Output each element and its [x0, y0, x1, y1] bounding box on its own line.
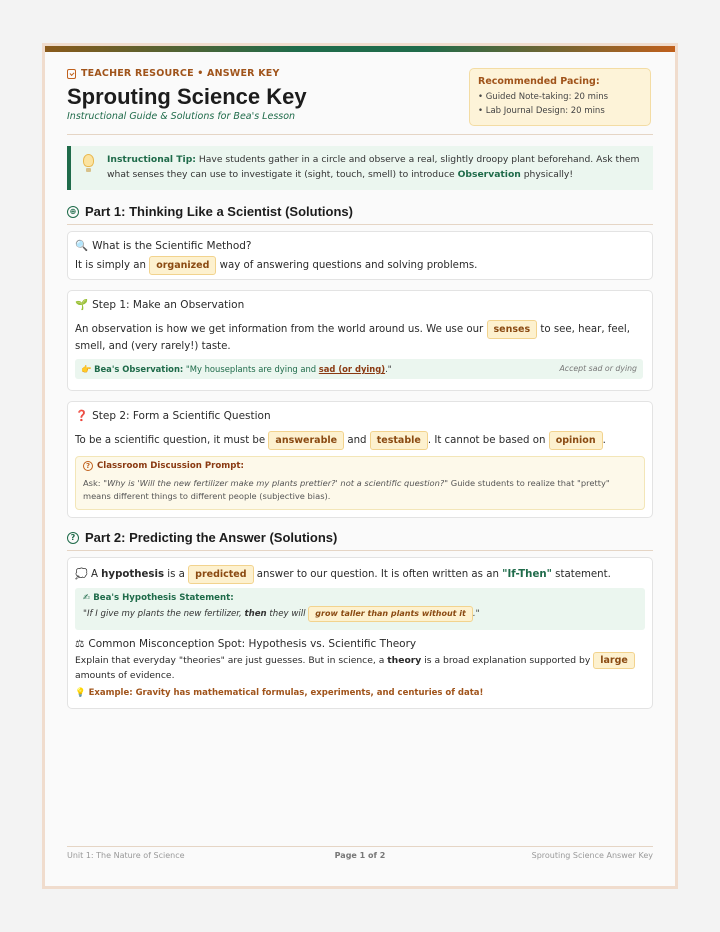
header-accent-bar — [45, 46, 675, 52]
step2-mid2: . It cannot be based on — [427, 435, 546, 446]
hyp-ifthen: "If-Then" — [502, 569, 552, 580]
hypothesis-statement — [75, 588, 645, 630]
step2-mid1: and — [347, 435, 367, 446]
instructional-tip — [67, 146, 653, 190]
example-text: Example: Gravity has mathematical formulas, experiments, and centuries of data! — [88, 688, 484, 698]
misc-mid: is a broad explanation supported by — [424, 655, 591, 666]
stmt-pre: "If I give my plants the new fertilizer, — [83, 609, 242, 619]
obs-label: Bea's Observation: — [94, 364, 184, 374]
prompt-ask: Ask: — [83, 478, 101, 488]
pacing-heading: Recommended Pacing: — [478, 76, 600, 87]
scales-icon: ⚖ — [75, 638, 85, 650]
misconception-text — [75, 652, 645, 683]
thought-bubble-icon: 💭 — [75, 569, 88, 580]
method-pre: It is simply an — [75, 260, 146, 271]
page-title: Sprouting Science Key — [67, 84, 307, 109]
question-circle-icon: ? — [67, 532, 79, 544]
tip-keyword: Observation — [457, 168, 521, 180]
step1-title — [75, 298, 244, 311]
header-divider — [67, 134, 653, 135]
answer-key-page — [42, 43, 678, 889]
answer-blank: senses — [487, 320, 538, 339]
lightbulb-icon — [83, 154, 94, 167]
misconception-title-text: Common Misconception Spot: Hypothesis vs. Scientific Theory — [88, 638, 417, 650]
tip-text: Have students gather in a circle and observe a real, slightly droopy plant beforehand. Ask them what senses they can use to investigate it (sight, touch, smell) to introduce — [107, 154, 640, 180]
prompt-title: Classroom Discussion Prompt: — [97, 461, 244, 471]
misconception-example — [75, 685, 645, 701]
resource-tag-label: TEACHER RESOURCE • ANSWER KEY — [81, 68, 280, 79]
footer-left: Unit 1: The Nature of Science — [67, 851, 185, 860]
prompt-text: Guide students to realize that "pretty" means different things to different people (subjective bias). — [83, 478, 610, 501]
stmt-heading — [83, 593, 637, 603]
hyp-mid: is a — [167, 569, 185, 580]
part1-divider — [67, 224, 653, 225]
obs-post: ." — [385, 364, 392, 374]
stmt-then: then — [244, 609, 267, 619]
step2-pre: To be a scientific question, it must be — [75, 435, 266, 446]
step1-card — [67, 290, 653, 391]
answer-blank: answerable — [268, 431, 344, 450]
obs-note: Accept sad or dying — [559, 364, 637, 373]
stmt-body — [83, 606, 637, 622]
brain-icon: ⊕ — [67, 206, 79, 218]
method-title-text: What is the Scientific Method? — [92, 239, 252, 252]
step1-post: to see, hear, feel, smell, and (very rarely!) taste. — [75, 324, 630, 352]
step2-post: . — [602, 435, 606, 446]
misc-post: amounts of evidence. — [75, 670, 175, 681]
prompt-heading — [83, 461, 637, 471]
hypothesis-card — [67, 557, 653, 709]
step2-card — [67, 401, 653, 518]
method-post: way of answering questions and solving problems. — [219, 260, 478, 271]
footer-right: Sprouting Science Answer Key — [531, 851, 653, 860]
prompt-body — [83, 477, 637, 503]
obs-answer: sad (or dying) — [318, 364, 386, 374]
misconception-title — [75, 638, 416, 650]
step2-text — [75, 431, 645, 450]
footer-divider — [67, 846, 653, 847]
tip-end: physically! — [523, 168, 574, 180]
answer-blank: organized — [149, 256, 216, 275]
bea-observation — [75, 359, 643, 379]
pacing-item: • Lab Journal Design: 20 mins — [478, 106, 605, 116]
hyp-pre: A — [90, 569, 98, 580]
stmt-post: ." — [472, 609, 480, 619]
part2-title: Part 2: Predicting the Answer (Solutions) — [85, 530, 338, 545]
misc-pre: Explain that everyday "theories" are just guesses. But in science, a — [75, 655, 385, 666]
part1-title: Part 1: Thinking Like a Scientist (Solutions) — [85, 204, 353, 219]
answer-blank: opinion — [549, 431, 603, 450]
hypothesis-text — [75, 565, 645, 584]
answer-blank: predicted — [188, 565, 253, 584]
question-mark-icon: ❓ — [75, 410, 89, 422]
step2-title — [75, 409, 271, 422]
pointing-hand-icon: 👉 — [81, 364, 92, 374]
step1-title-text: Step 1: Make an Observation — [92, 298, 245, 311]
tip-label: Instructional Tip: — [107, 154, 196, 165]
obs-pre: "My houseplants are dying and — [185, 364, 317, 374]
hyp-post1: answer to our question. It is often written as an — [256, 569, 499, 580]
help-circle-icon: ? — [83, 461, 93, 471]
pacing-box — [469, 68, 651, 126]
page-number: Page 1 of 2 — [334, 851, 386, 860]
misc-term: theory — [387, 655, 422, 666]
method-title — [75, 239, 251, 252]
answer-blank: grow taller than plants without it — [308, 606, 473, 622]
hyp-post2: statement. — [555, 569, 611, 580]
answer-blank: testable — [370, 431, 428, 450]
pacing-item: • Guided Note-taking: 20 mins — [478, 92, 609, 102]
resource-tag — [67, 68, 280, 79]
part2-heading — [67, 530, 337, 545]
stmt-mid: they will — [269, 609, 306, 619]
clipboard-icon — [67, 69, 76, 79]
step2-title-text: Step 2: Form a Scientific Question — [92, 409, 271, 422]
discussion-prompt — [75, 456, 645, 510]
stmt-label: Bea's Hypothesis Statement: — [93, 593, 234, 603]
step1-pre: An observation is how we get information from the world around us. We use our — [75, 324, 484, 335]
seedling-icon: 🌱 — [75, 299, 89, 311]
method-text — [75, 256, 645, 275]
magnifier-icon: 🔍 — [75, 240, 89, 252]
lightbulb-small-icon: 💡 — [75, 688, 86, 698]
step1-text — [75, 320, 645, 355]
part1-heading — [67, 204, 353, 219]
method-card — [67, 231, 653, 280]
prompt-quote: "Why is 'Will the new fertilizer make my plants prettier?' not a scientific question?" — [103, 478, 449, 488]
hyp-term: hypothesis — [101, 569, 165, 580]
writing-hand-icon: ✍ — [83, 593, 91, 603]
answer-blank: large — [593, 652, 635, 669]
page-subtitle: Instructional Guide & Solutions for Bea's Lesson — [67, 111, 296, 122]
part2-divider — [67, 550, 653, 551]
